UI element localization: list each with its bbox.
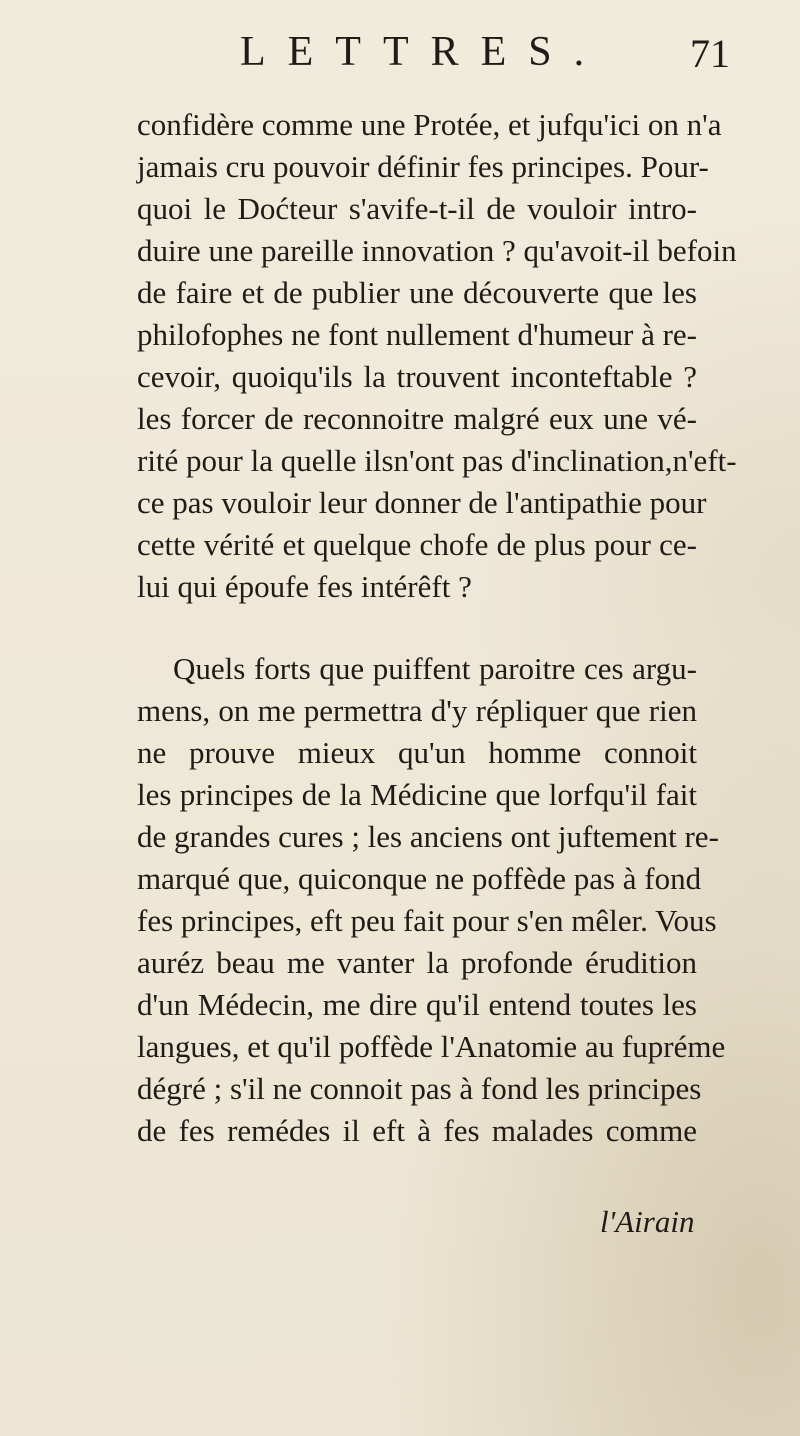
text-line: ne prouve mieux qu'un homme connoit bbox=[137, 735, 697, 770]
paragraph bbox=[137, 104, 737, 608]
text-line: rité pour la quelle ilsn'ont pas d'inclination,n'eft- bbox=[137, 443, 737, 478]
text-line: lui qui époufe fes intérêft ? bbox=[137, 569, 472, 604]
text-line: cevoir, quoiqu'ils la trouvent inconteftable ? bbox=[137, 359, 697, 394]
catchword: l'Airain bbox=[600, 1204, 695, 1239]
text-line: ce pas vouloir leur donner de l'antipathie pour bbox=[137, 485, 707, 520]
text-line: confidère comme une Protée, et jufqu'ici on n'a bbox=[137, 107, 722, 142]
paragraph bbox=[137, 648, 726, 1152]
text-line: marqué que, quiconque ne poffède pas à fond bbox=[137, 861, 702, 896]
text-line: mens, on me permettra d'y répliquer que rien bbox=[137, 693, 697, 728]
text-line: jamais cru pouvoir définir fes principes. Pour- bbox=[137, 149, 709, 184]
text-line: langues, et qu'il poffède l'Anatomie au fupréme bbox=[137, 1029, 726, 1064]
text-line: cette vérité et quelque chofe de plus pour ce- bbox=[137, 527, 697, 562]
text-line: auréz beau me vanter la profonde érudition bbox=[137, 945, 697, 980]
paragraph-gap bbox=[137, 608, 697, 648]
text-line: d'un Médecin, me dire qu'il entend toutes les bbox=[137, 987, 697, 1022]
body-text bbox=[137, 104, 737, 1152]
text-line: philofophes ne font nullement d'humeur à re- bbox=[137, 317, 697, 352]
page-number: 71 bbox=[690, 31, 730, 76]
text-line: quoi le Doćteur s'avife-t-il de vouloir intro- bbox=[137, 191, 697, 226]
text-line: de faire et de publier une découverte que les bbox=[137, 275, 697, 310]
text-line: de fes remédes il eft à fes malades comme bbox=[137, 1113, 697, 1148]
text-line: duire une pareille innovation ? qu'avoit-il befoin bbox=[137, 233, 737, 268]
text-line: de grandes cures ; les anciens ont juftement re- bbox=[137, 819, 719, 854]
running-head: LETTRES. bbox=[240, 29, 607, 75]
text-line: fes principes, eft peu fait pour s'en mêler. Vous bbox=[137, 903, 717, 938]
text-line: les principes de la Médicine que lorfqu'il fait bbox=[137, 777, 697, 812]
text-line: dégré ; s'il ne connoit pas à fond les principes bbox=[137, 1071, 702, 1106]
text-line: Quels forts que puiffent paroitre ces argu- bbox=[173, 651, 697, 686]
text-line: les forcer de reconnoitre malgré eux une vé- bbox=[137, 401, 697, 436]
